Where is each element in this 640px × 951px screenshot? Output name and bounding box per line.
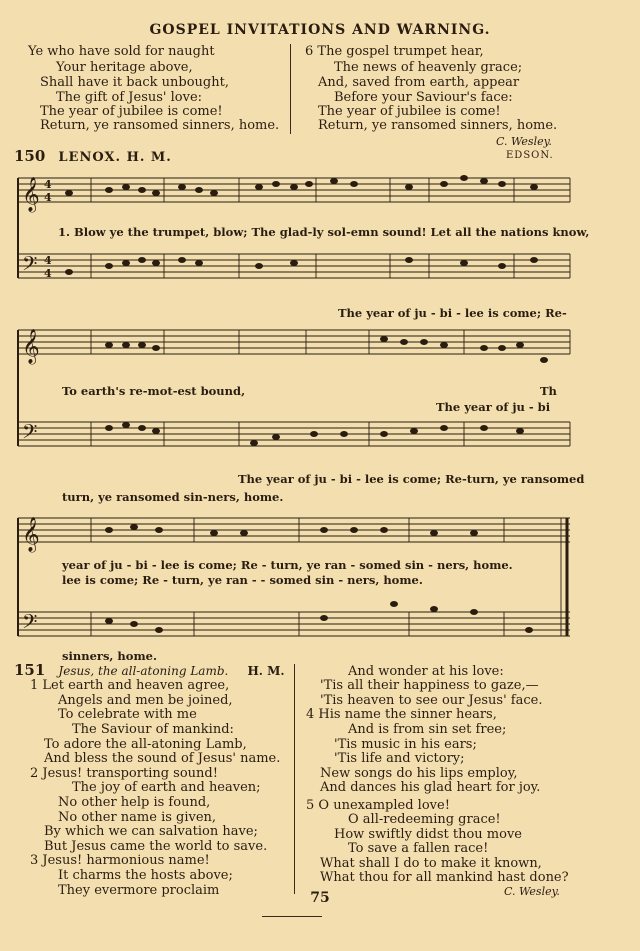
verse-line: What thou for all mankind hast done? bbox=[320, 870, 569, 885]
page-number: 75 bbox=[310, 890, 330, 906]
svg-text:𝄢: 𝄢 bbox=[22, 420, 38, 448]
page-header: GOSPEL INVITATIONS AND WARNING. bbox=[149, 22, 491, 38]
system-2-bass bbox=[18, 422, 570, 446]
hymn-number: 151 bbox=[14, 661, 46, 679]
verse-line: And is from sin set free; bbox=[348, 722, 507, 737]
verse-line: They evermore proclaim bbox=[58, 883, 220, 898]
lyric-line: sinners, home. bbox=[62, 649, 157, 663]
stanza-line: Ye who have sold for naught bbox=[28, 44, 215, 59]
svg-text:𝄞: 𝄞 bbox=[22, 177, 40, 212]
lyric-line: The year of ju - bi - lee is come; Re- bbox=[338, 306, 567, 320]
verse-line: And dances his glad heart for joy. bbox=[320, 780, 541, 795]
verse-line: By which we can salvation have; bbox=[44, 824, 258, 839]
svg-text:4: 4 bbox=[44, 267, 52, 280]
stanza-line: And, saved from earth, appear bbox=[318, 75, 520, 90]
svg-text:4: 4 bbox=[44, 191, 52, 204]
verse-line: 'Tis heaven to see our Jesus' face. bbox=[320, 693, 543, 708]
verse-line: 'Tis all their happiness to gaze,— bbox=[320, 678, 539, 693]
verse-line: 'Tis life and victory; bbox=[334, 751, 465, 766]
lyric-line: lee is come; Re - turn, ye ran - - somed sin - ners, home. bbox=[62, 573, 423, 587]
tune-header bbox=[14, 146, 172, 165]
stanza-line: The news of heavenly grace; bbox=[334, 60, 523, 75]
verse-line: 1 Let earth and heaven agree, bbox=[30, 678, 230, 693]
verse-line: 2 Jesus! transporting sound! bbox=[30, 766, 218, 781]
verse-line: But Jesus came the world to save. bbox=[44, 839, 268, 854]
stanza-line: Return, ye ransomed sinners, home. bbox=[40, 118, 280, 133]
column-divider bbox=[290, 44, 291, 134]
lyric-line: 1. Blow ye the trumpet, blow; The glad-ly sol-emn sound! Let all the nations know, bbox=[58, 225, 590, 239]
verse-line: The Saviour of mankind: bbox=[72, 722, 234, 737]
svg-text:𝄢: 𝄢 bbox=[22, 252, 38, 280]
lyric-line: The year of ju - bi - lee is come; Re-turn, ye ransomed bbox=[238, 472, 585, 486]
verse-line: New songs do his lips employ, bbox=[320, 766, 518, 781]
tune-name: LENOX. H. M. bbox=[58, 150, 172, 165]
stanza-line: Before your Saviour's face: bbox=[334, 90, 513, 105]
svg-text:4: 4 bbox=[44, 178, 52, 191]
stanza-line: 6 The gospel trumpet hear, bbox=[305, 44, 484, 59]
svg-text:𝄞: 𝄞 bbox=[22, 329, 40, 364]
svg-text:4: 4 bbox=[44, 254, 52, 267]
system-3-treble bbox=[18, 518, 570, 542]
verse-line: To adore the all-atoning Lamb, bbox=[44, 737, 247, 752]
verse-line: 'Tis music in his ears; bbox=[334, 737, 477, 752]
stanza-line: The year of jubilee is come! bbox=[318, 104, 501, 119]
system-2-treble bbox=[18, 330, 570, 354]
stanza-line: The gift of Jesus' love: bbox=[56, 90, 203, 105]
stanza-line: Shall have it back unbought, bbox=[40, 75, 229, 90]
lyric-line: To earth's re-mot-est bound, bbox=[62, 384, 246, 398]
verse-line: To celebrate with me bbox=[58, 707, 197, 722]
verse-line: And wonder at his love: bbox=[348, 664, 504, 679]
verse-line: How swiftly didst thou move bbox=[334, 827, 522, 842]
verse-line: It charms the hosts above; bbox=[58, 868, 233, 883]
verse-line: What shall I do to make it known, bbox=[320, 856, 542, 871]
lyric-line: turn, ye ransomed sin-ners, home. bbox=[62, 490, 284, 504]
verse-line: 5 O unexampled love! bbox=[306, 798, 450, 813]
svg-text:𝄞: 𝄞 bbox=[22, 517, 40, 552]
system-3-bass bbox=[18, 612, 570, 636]
lyric-line: year of ju - bi - lee is come; Re - turn, ye ran - somed sin - ners, home. bbox=[62, 558, 513, 572]
tune-number: 150 bbox=[14, 147, 46, 165]
footer-rule bbox=[262, 916, 322, 917]
composer: EDSON. bbox=[506, 150, 554, 161]
lyric-line: The year of ju - bi bbox=[436, 400, 551, 414]
column-divider bbox=[294, 664, 295, 894]
verse-line: No other name is given, bbox=[58, 810, 217, 825]
attribution: C. Wesley. bbox=[504, 885, 560, 898]
verse-line: No other help is found, bbox=[58, 795, 211, 810]
stanza-line: The year of jubilee is come! bbox=[40, 104, 223, 119]
hymn-151-header bbox=[14, 660, 285, 679]
attribution: C. Wesley. bbox=[496, 135, 552, 148]
verse-line: To save a fallen race! bbox=[348, 841, 489, 856]
verse-line: The joy of earth and heaven; bbox=[72, 780, 261, 795]
hymn-title: Jesus, the all-atoning Lamb. bbox=[58, 664, 229, 678]
stanza-line: Your heritage above, bbox=[56, 60, 193, 75]
stanza-line: Return, ye ransomed sinners, home. bbox=[318, 118, 558, 133]
verse-line: O all-redeeming grace! bbox=[348, 812, 501, 827]
verse-line: 3 Jesus! harmonious name! bbox=[30, 853, 210, 868]
verse-line: Angels and men be joined, bbox=[58, 693, 233, 708]
lyric-line: Th bbox=[540, 384, 557, 398]
hymn-meter: H. M. bbox=[247, 664, 285, 678]
verse-line: 4 His name the sinner hears, bbox=[306, 707, 497, 722]
verse-line: And bless the sound of Jesus' name. bbox=[44, 751, 281, 766]
svg-text:𝄢: 𝄢 bbox=[22, 610, 38, 638]
